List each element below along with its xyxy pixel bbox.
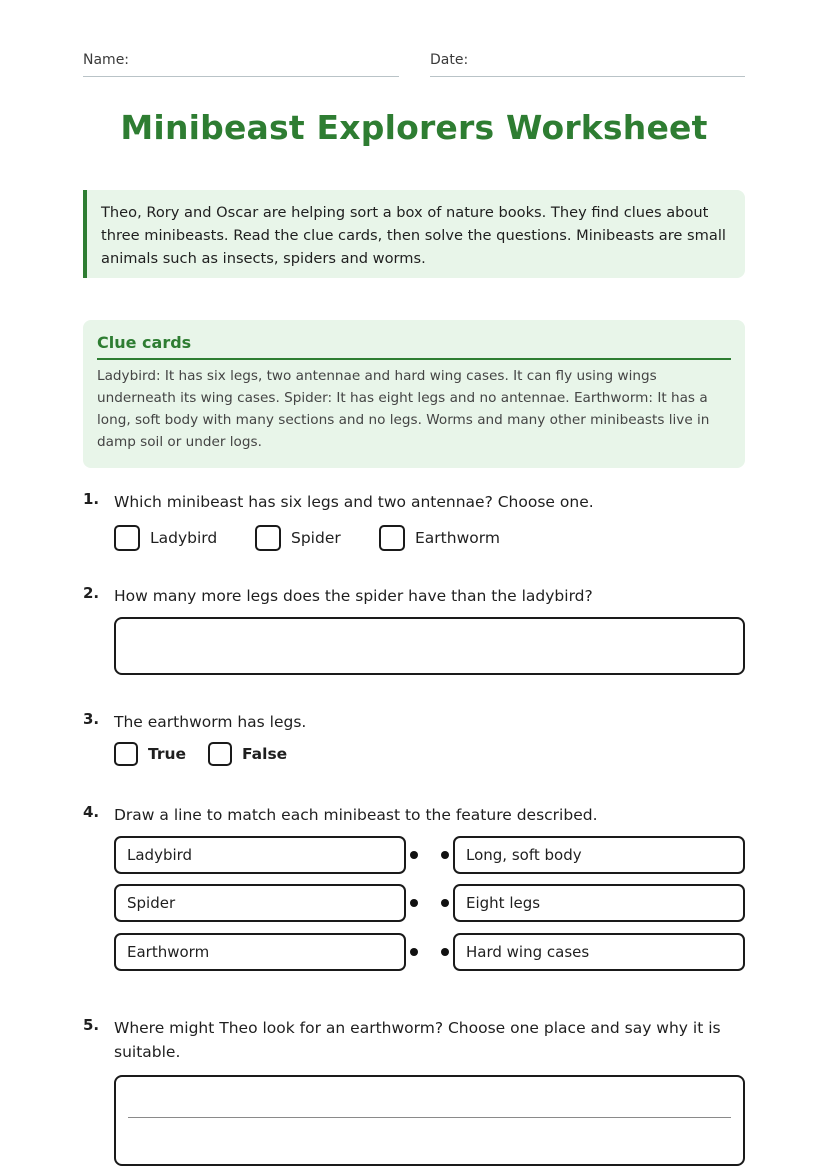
date-field[interactable] bbox=[430, 76, 745, 77]
match-label: Ladybird bbox=[127, 846, 193, 864]
match-dot-right[interactable] bbox=[441, 851, 449, 859]
question-text: Which minibeast has six legs and two antennae? Choose one. bbox=[114, 493, 594, 511]
clue-cards-panel bbox=[83, 320, 745, 468]
option-label: Ladybird bbox=[150, 529, 218, 547]
match-right-item[interactable] bbox=[453, 933, 745, 971]
question-number: 1. bbox=[83, 490, 100, 508]
match-dot-right[interactable] bbox=[441, 948, 449, 956]
match-left-item[interactable] bbox=[114, 836, 406, 874]
checkbox[interactable] bbox=[114, 742, 138, 766]
checkbox[interactable] bbox=[114, 525, 140, 551]
option-label: Spider bbox=[291, 529, 341, 547]
match-dot-left[interactable] bbox=[410, 851, 418, 859]
clue-cards-text: Ladybird: It has six legs, two antennae and hard wing cases. It can fly using wings underneath its wing cases. Spider: It has eight legs and no antennae. Earthworm: It has a long, soft body with many sections and no legs. Worms and many other minibeasts live in damp soil or under logs. bbox=[97, 368, 710, 450]
option-false[interactable] bbox=[208, 742, 287, 766]
match-right-item[interactable] bbox=[453, 836, 745, 874]
question-2 bbox=[83, 584, 745, 676]
question-text: How many more legs does the spider have than the ladybird? bbox=[114, 587, 593, 605]
match-label: Hard wing cases bbox=[466, 943, 590, 961]
match-dot-left[interactable] bbox=[410, 948, 418, 956]
checkbox[interactable] bbox=[208, 742, 232, 766]
match-left-item[interactable] bbox=[114, 933, 406, 971]
option-label: Earthworm bbox=[415, 529, 500, 547]
intro-panel: Theo, Rory and Oscar are helping sort a box of nature books. They find clues about three minibeasts. Read the clue cards, then solve the questions. Minibeasts are small animals such as insects, spiders and worms. bbox=[83, 190, 745, 278]
question-number: 5. bbox=[83, 1016, 100, 1034]
option-spider[interactable] bbox=[255, 525, 341, 551]
answer-box[interactable] bbox=[114, 617, 745, 675]
question-4 bbox=[83, 803, 745, 975]
match-label: Eight legs bbox=[466, 894, 541, 912]
question-1 bbox=[83, 490, 745, 560]
question-number: 2. bbox=[83, 584, 100, 602]
checkbox[interactable] bbox=[255, 525, 281, 551]
question-text: Draw a line to match each minibeast to the feature described. bbox=[114, 806, 598, 824]
question-text: Where might Theo look for an earthworm? Choose one place and say why it is suitable. bbox=[114, 1019, 721, 1061]
match-dot-left[interactable] bbox=[410, 899, 418, 907]
match-label: Spider bbox=[127, 894, 176, 912]
question-5 bbox=[83, 1016, 745, 1168]
match-right-item[interactable] bbox=[453, 884, 745, 922]
question-text: The earthworm has legs. bbox=[114, 713, 307, 731]
option-label: False bbox=[242, 745, 288, 763]
header-fields bbox=[83, 52, 745, 78]
match-dot-right[interactable] bbox=[441, 899, 449, 907]
writing-line bbox=[128, 1117, 731, 1118]
option-earthworm[interactable] bbox=[379, 525, 500, 551]
page-title: Minibeast Explorers Worksheet bbox=[120, 108, 708, 147]
question-number: 3. bbox=[83, 710, 100, 728]
match-label: Long, soft body bbox=[466, 846, 582, 864]
match-label: Earthworm bbox=[127, 943, 210, 961]
answer-box[interactable] bbox=[114, 1075, 745, 1166]
option-ladybird[interactable] bbox=[114, 525, 217, 551]
option-label: True bbox=[148, 745, 187, 763]
date-label: Date: bbox=[430, 52, 469, 68]
name-label: Name: bbox=[83, 52, 130, 68]
question-3 bbox=[83, 710, 745, 770]
checkbox[interactable] bbox=[379, 525, 405, 551]
clue-cards-title: Clue cards bbox=[97, 333, 731, 360]
option-true[interactable] bbox=[114, 742, 186, 766]
question-number: 4. bbox=[83, 803, 100, 821]
name-field[interactable] bbox=[83, 76, 399, 77]
match-left-item[interactable] bbox=[114, 884, 406, 922]
